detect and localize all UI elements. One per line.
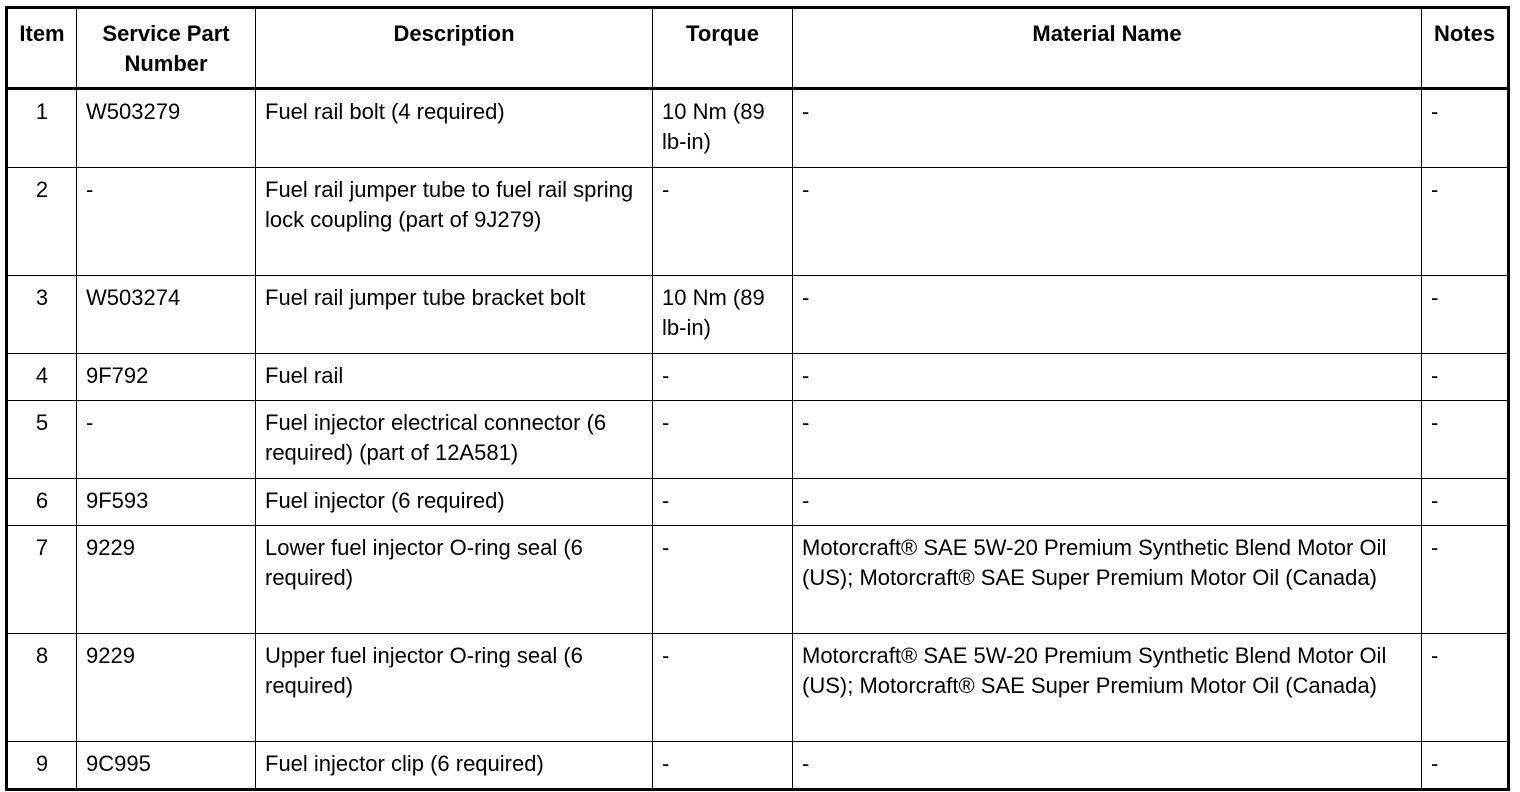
cell-notes: - bbox=[1422, 168, 1509, 276]
header-torque: Torque bbox=[653, 8, 793, 89]
cell-description: Fuel rail jumper tube to fuel rail spring lock coupling (part of 9J279) bbox=[256, 168, 653, 276]
cell-part-number: 9F593 bbox=[77, 479, 256, 526]
cell-material: - bbox=[793, 276, 1422, 354]
cell-item: 1 bbox=[7, 89, 77, 168]
table-row bbox=[7, 742, 1509, 790]
table-row bbox=[7, 526, 1509, 634]
cell-description: Fuel injector electrical connector (6 required) (part of 12A581) bbox=[256, 401, 653, 479]
cell-part-number: 9F792 bbox=[77, 354, 256, 401]
cell-item: 6 bbox=[7, 479, 77, 526]
cell-item: 9 bbox=[7, 742, 77, 790]
cell-notes: - bbox=[1422, 742, 1509, 790]
cell-torque: - bbox=[653, 479, 793, 526]
cell-notes: - bbox=[1422, 479, 1509, 526]
cell-part-number: 9C995 bbox=[77, 742, 256, 790]
table-row bbox=[7, 634, 1509, 742]
cell-description: Lower fuel injector O-ring seal (6 required) bbox=[256, 526, 653, 634]
table-row bbox=[7, 479, 1509, 526]
table-row bbox=[7, 276, 1509, 354]
cell-part-number: - bbox=[77, 401, 256, 479]
cell-part-number: - bbox=[77, 168, 256, 276]
table-row bbox=[7, 168, 1509, 276]
cell-part-number: 9229 bbox=[77, 634, 256, 742]
cell-part-number: 9229 bbox=[77, 526, 256, 634]
cell-item: 8 bbox=[7, 634, 77, 742]
cell-item: 2 bbox=[7, 168, 77, 276]
cell-item: 7 bbox=[7, 526, 77, 634]
header-description: Description bbox=[256, 8, 653, 89]
cell-notes: - bbox=[1422, 276, 1509, 354]
cell-material: - bbox=[793, 479, 1422, 526]
cell-notes: - bbox=[1422, 354, 1509, 401]
cell-material: Motorcraft® SAE 5W-20 Premium Synthetic Blend Motor Oil (US); Motorcraft® SAE Super Premium Motor Oil (Canada) bbox=[793, 526, 1422, 634]
cell-item: 4 bbox=[7, 354, 77, 401]
cell-description: Fuel rail jumper tube bracket bolt bbox=[256, 276, 653, 354]
cell-part-number: W503279 bbox=[77, 89, 256, 168]
cell-material: - bbox=[793, 89, 1422, 168]
parts-table bbox=[5, 6, 1510, 791]
cell-description: Fuel injector (6 required) bbox=[256, 479, 653, 526]
cell-description: Fuel rail bbox=[256, 354, 653, 401]
table-row bbox=[7, 401, 1509, 479]
cell-torque: 10 Nm (89 lb-in) bbox=[653, 276, 793, 354]
cell-material: - bbox=[793, 168, 1422, 276]
cell-material: - bbox=[793, 401, 1422, 479]
cell-material: - bbox=[793, 354, 1422, 401]
cell-description: Fuel injector clip (6 required) bbox=[256, 742, 653, 790]
header-service-part-number: Service Part Number bbox=[77, 8, 256, 89]
cell-notes: - bbox=[1422, 634, 1509, 742]
header-row bbox=[7, 8, 1509, 89]
cell-torque: - bbox=[653, 354, 793, 401]
cell-notes: - bbox=[1422, 89, 1509, 168]
cell-part-number: W503274 bbox=[77, 276, 256, 354]
header-item: Item bbox=[7, 8, 77, 89]
header-material-name: Material Name bbox=[793, 8, 1422, 89]
cell-torque: - bbox=[653, 742, 793, 790]
cell-torque: - bbox=[653, 401, 793, 479]
cell-material: - bbox=[793, 742, 1422, 790]
cell-item: 3 bbox=[7, 276, 77, 354]
parts-table-container bbox=[5, 6, 1507, 791]
cell-notes: - bbox=[1422, 526, 1509, 634]
cell-description: Upper fuel injector O-ring seal (6 required) bbox=[256, 634, 653, 742]
table-row bbox=[7, 89, 1509, 168]
cell-torque: - bbox=[653, 634, 793, 742]
header-notes: Notes bbox=[1422, 8, 1509, 89]
cell-material: Motorcraft® SAE 5W-20 Premium Synthetic Blend Motor Oil (US); Motorcraft® SAE Super Premium Motor Oil (Canada) bbox=[793, 634, 1422, 742]
cell-torque: - bbox=[653, 526, 793, 634]
cell-torque: 10 Nm (89 lb-in) bbox=[653, 89, 793, 168]
cell-torque: - bbox=[653, 168, 793, 276]
cell-item: 5 bbox=[7, 401, 77, 479]
cell-notes: - bbox=[1422, 401, 1509, 479]
table-row bbox=[7, 354, 1509, 401]
cell-description: Fuel rail bolt (4 required) bbox=[256, 89, 653, 168]
